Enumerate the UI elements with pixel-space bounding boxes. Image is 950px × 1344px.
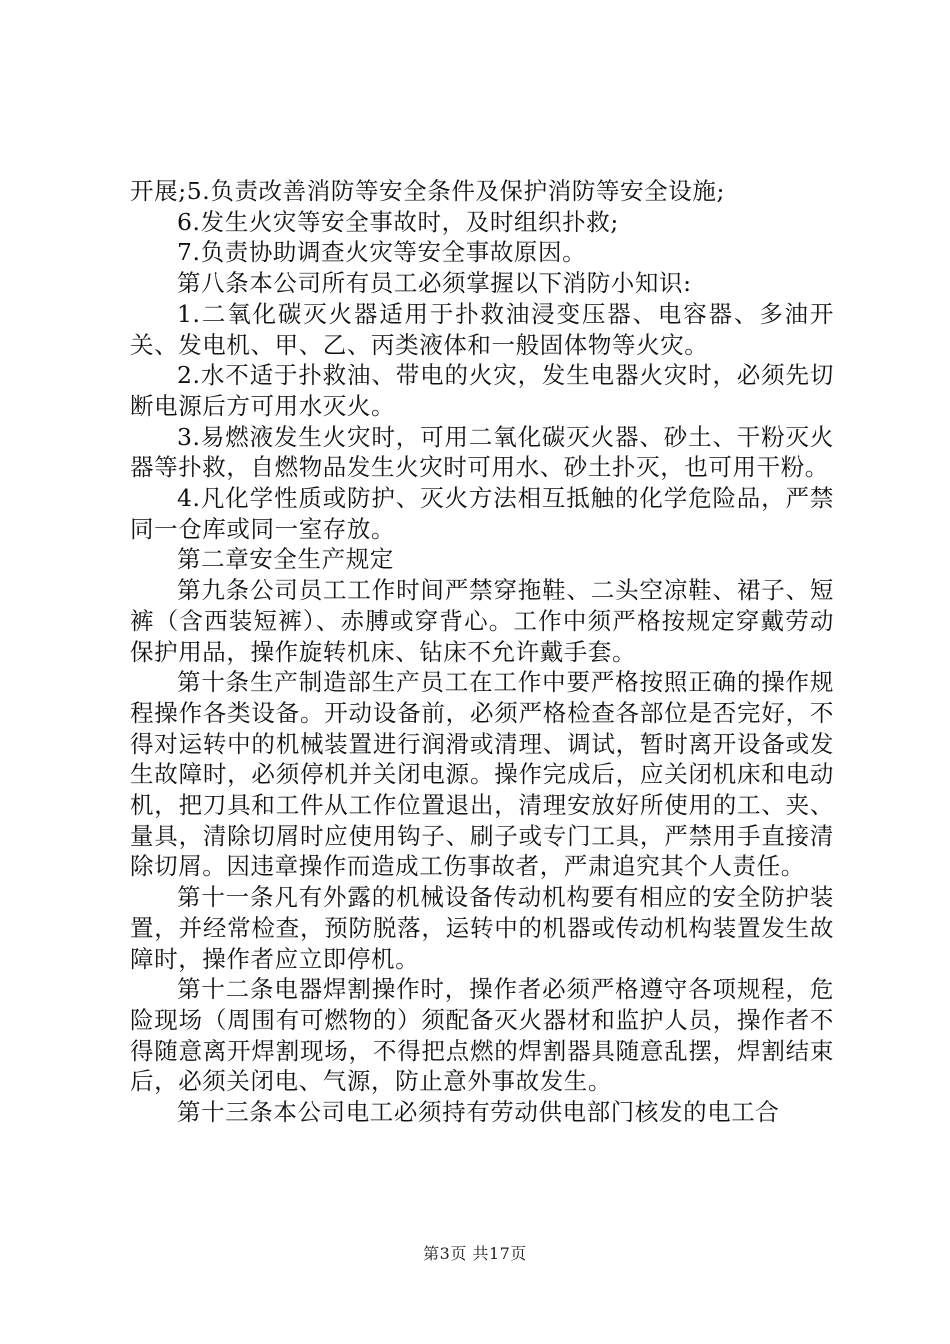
chapter-heading: 第二章安全生产规定 [177,545,394,574]
paragraph-article-11: 第十一条凡有外露的机械设备传动机构要有相应的安全防护装置，并经常检查，预防脱落，运转中的机器或传动机构装置发生故障时，操作者应立即停机。 [130,883,834,973]
paragraph-article-10: 第十条生产制造部生产员工在工作中要严格按照正确的操作规程操作各类设备。开动设备前，必须严格检查各部位是否完好，不得对运转中的机械装置进行润滑或清理、调试，暂时离开设备或发生故障时，必须停机并关闭电源。操作完成后，应关闭机床和电动机，把刀具和工件从工作位置退出，清理安放好所使用的工、夹、量具，清除切屑时应使用钩子、刷子或专门工具，严禁用手直接清除切屑。因违章操作而造成工伤事故者，严肃追究其个人责任。 [130,668,834,881]
page-number-footer: 第3页 共17页 [423,1244,527,1263]
paragraph-item-6: 6.发生火灾等安全事故时，及时组织扑救; [177,207,619,236]
paragraph-article-13: 第十三条本公司电工必须持有劳动供电部门核发的电工合 [177,1098,780,1127]
paragraph-fire-tip-2: 2.水不适于扑救油、带电的火灾，发生电器火灾时，必须先切断电源后方可用水灭火。 [130,361,834,420]
document-body [130,176,834,1128]
paragraph-continuation: 开展;5.负责改善消防等安全条件及保护消防等安全设施; [130,177,725,205]
paragraph-fire-tip-4: 4.凡化学性质或防护、灭火方法相互抵触的化学危险品，严禁同一仓库或同一室存放。 [130,484,834,543]
paragraph-article-8: 第八条本公司所有员工必须掌握以下消防小知识: [177,269,692,298]
paragraph-item-7: 7.负责协助调查火灾等安全事故原因。 [177,238,587,267]
paragraph-article-12: 第十二条电器焊割操作时，操作者必须严格遵守各项规程，危险现场（周围有可燃物的）须配备灭火器材和监护人员，操作者不得随意离开焊割现场，不得把点燃的焊割器具随意乱摆，焊割结束后，必须关闭电、气源，防止意外事故发生。 [130,975,834,1096]
paragraph-fire-tip-3: 3.易燃液发生火灾时，可用二氧化碳灭火器、砂土、干粉灭火器等扑救，自燃物品发生火灾时可用水、砂土扑灭，也可用干粉。 [130,422,834,482]
paragraph-fire-tip-1: 1.二氧化碳灭火器适用于扑救油浸变压器、电容器、多油开关、发电机、甲、乙、丙类液体和一般固体物等火灾。 [130,299,834,359]
paragraph-article-9: 第九条公司员工工作时间严禁穿拖鞋、二头空凉鞋、裙子、短裤（含西装短裤）、赤膊或穿背心。工作中须严格按规定穿戴劳动保护用品，操作旋转机床、钻床不允许戴手套。 [130,576,834,666]
